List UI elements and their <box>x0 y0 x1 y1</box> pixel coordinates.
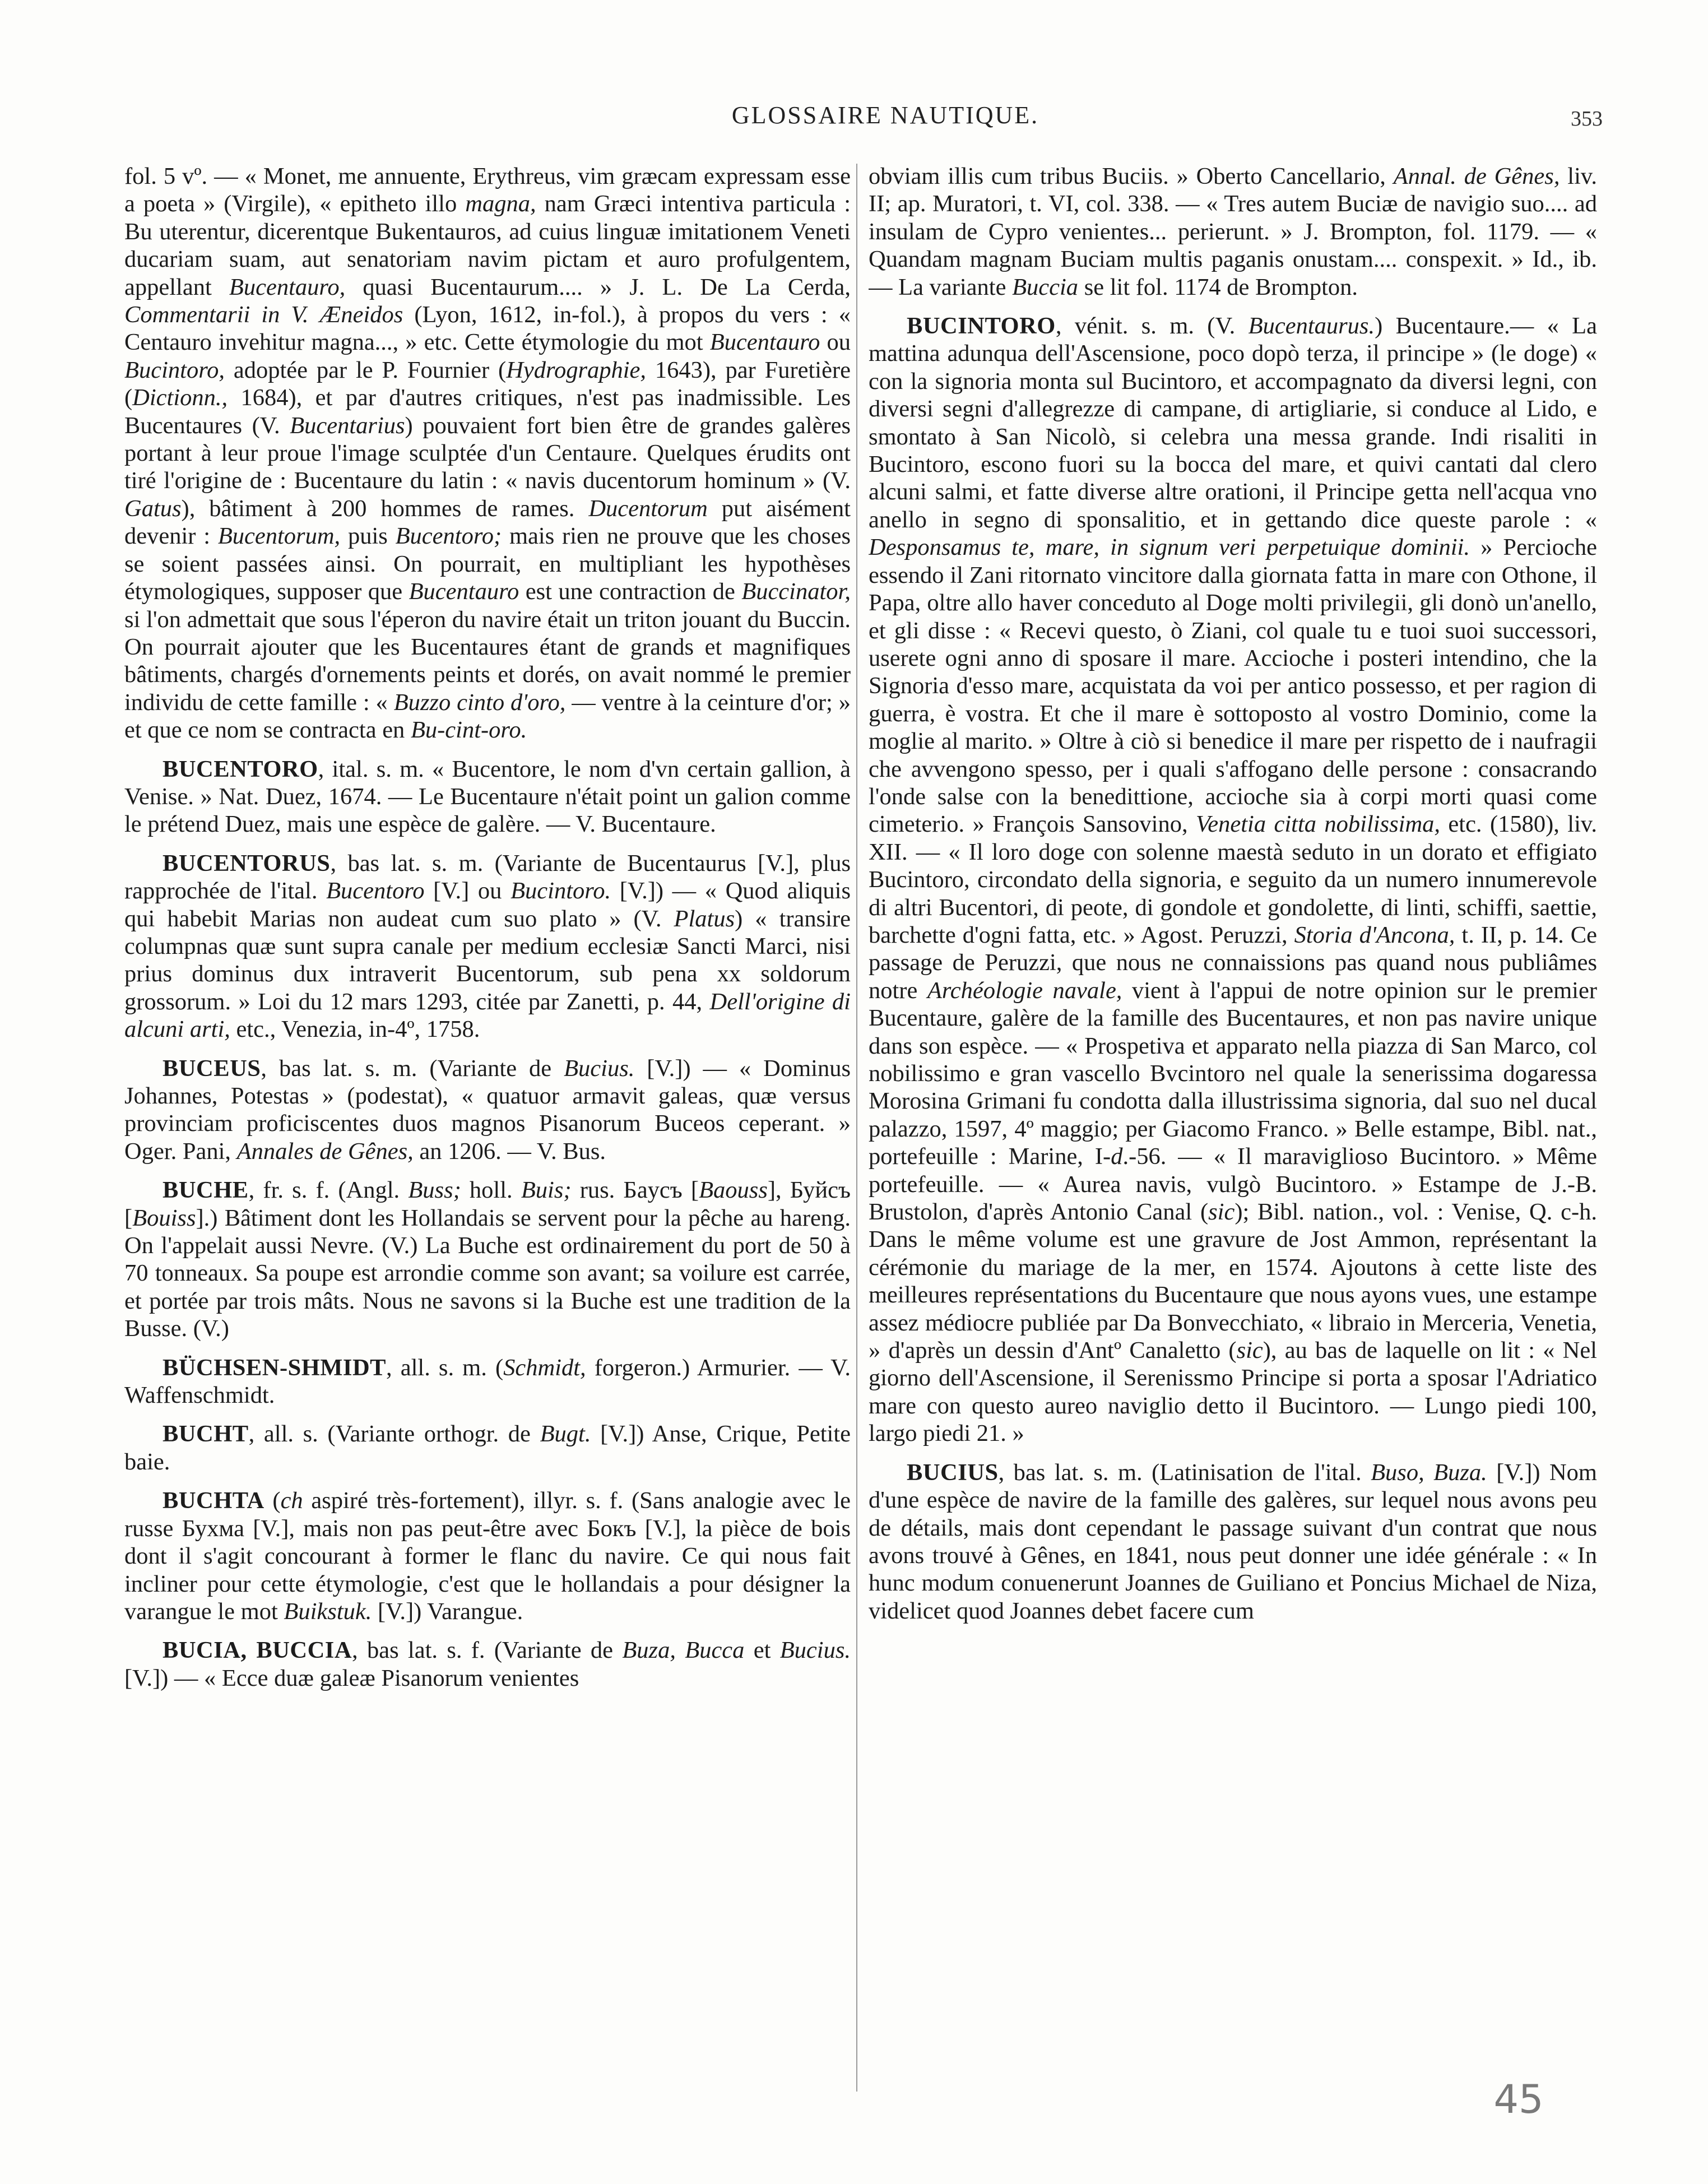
headword: BUCINTORO <box>907 313 1056 340</box>
headword: BUCIA, BUCCIA <box>163 1637 352 1664</box>
headword: BUCIUS <box>907 1459 999 1486</box>
column-rule <box>856 164 857 2092</box>
entry-buchsen-shmidt: BÜCHSEN-SHMIDT, all. s. m. (Schmidt, forgeron.) Armurier. — V. Waffenschmidt. <box>124 1354 851 1409</box>
headword: BUCEUS <box>163 1055 261 1082</box>
continued-entry-bucia: obviam illis cum tribus Buciis. » Oberto Cancellario, Annal. de Gênes, liv. II; ap. Muratori, t. VI, col. 338. — « Tres autem Buciæ de navigio suo.... ad insulam de Cypro venientes... perierunt. » J. Brompton, fol. 1179. — « Quandam magnam Buciam multis paganis onustam.... conspexit. » Id., ib. — La variante Buccia se lit fol. 1174 de Brompton. <box>869 163 1597 300</box>
page-number: 353 <box>1571 107 1603 131</box>
entry-buchta: BUCHTA (ch aspiré très-fortement), illyr. s. f. (Sans analogie avec le russe Бухма [V.], mais non pas peut-être avec Бокъ [V.], la pièce de bois dont il s'agit concourant à former le flanc du navire. Ce qui nous fait incliner pour cette étymologie, c'est que le hollandais a pour désigner la varangue le mot Buikstuk. [V.]) Varangue. <box>124 1487 851 1625</box>
entry-bucentoro: BUCENTORO, ital. s. m. « Bucentore, le nom d'vn certain gallion, à Venise. » Nat. Duez, 1674. — Le Bucentaure n'était point un galion comme le prétend Duez, mais une espèce de galère. — V. Bucentaure. <box>124 755 851 838</box>
entry-bucentorus: BUCENTORUS, bas lat. s. m. (Variante de Bucentaurus [V.], plus rapprochée de l'ital. Bucentoro [V.] ou Bucintoro. [V.]) — « Quod aliquis qui habebit Marias non audeat cum suo plato » (V. Platus) « transire columpnas quæ sunt supra canale per medium ecclesiæ Sancti Marci, nisi prius dominus dux intraverit Bucentorum, sub pena xx soldorum grossorum. » Loi du 12 mars 1293, citée par Zanetti, p. 44, Dell'origine di alcuni arti, etc., Venezia, in-4º, 1758. <box>124 850 851 1043</box>
headword: BUCENTORUS <box>163 850 331 877</box>
entry-bucius: BUCIUS, bas lat. s. m. (Latinisation de l'ital. Buso, Buza. [V.]) Nom d'une espèce de navire de la famille des galères, sur lequel nous avons peu de détails, mais dont cependant le passage suivant d'un contrat que nous avons trouvé à Gênes, en 1841, nous peut donner une idée générale : « In hunc modum conuenerunt Joannes de Guiliano et Poncius Michael de Niza, videlicet quod Joannes debet facere cum <box>869 1459 1597 1624</box>
running-header-title: GLOSSAIRE NAUTIQUE. <box>731 101 1039 129</box>
entry-buche: BUCHE, fr. s. f. (Angl. Buss; holl. Buis; rus. Бaycъ [Baouss], Буйсъ [Bouiss].) Bâtiment dont les Hollandais se servent pour la pêche au hareng. On l'appelait aussi Nevre. (V.) La Buche est ordinairement du port de 50 à 70 tonneaux. Sa poupe est arrondie comme son avant; sa voilure est carrée, et portée par trois mâts. Nous ne savons si la Buche est une tradition de la Busse. (V.) <box>124 1177 851 1342</box>
headword: BUCHE <box>163 1177 249 1204</box>
headword: BUCHT <box>163 1421 249 1448</box>
entry-bucht: BUCHT, all. s. (Variante orthogr. de Bugt. [V.]) Anse, Crique, Petite baie. <box>124 1421 851 1475</box>
entry-bucintoro: BUCINTORO, vénit. s. m. (V. Bucentaurus.) Bucentaure.— « La mattina adunqua dell'Ascensione, poco dopò terza, il principe » (le doge) « con la signoria monta sul Bucintoro, et accompagnato da diversi legni, con diversi segni d'allegrezze di campane, di artigliarie, si conduce al Lido, e smontato à San Nicolò, si celebra una messa grande. Indi risaliti in Bucintoro, escono fuori su la bocca del mare, et quivi cantati dal clero alcuni salmi, et fatte diverse altre orationi, il Principe getta nell'acqua vno anello in segno di sponsalitio, et in gettando dice queste parole : « Desponsamus te, mare, in signum veri perpetuique dominii. » Percioche essendo il Zani ritornato vincitore dalla giornata fatta in mare con Othone, il Papa, oltre allo haver conceduto al Doge molti privilegii, gli donò un'anello, et gli disse : « Recevi questo, ò Ziani, col quale tu e tuoi suoi successori, userete ogni anno di sposare il mare. Accioche i posteri intendino, che la Signoria d'esso mare, acquistata da voi per antico possesso, et per ragion di guerra, è vostra. Et che il mare è sottoposto al vostro Dominio, come la moglie al marito. » Oltre à ciò si benedice il mare per rispetto de i naufragii che avvengono spesso, per i quali s'affogano delle persone : consacrando l'onde salse con la benedittione, accioche sia à corpi morti quasi come cimeterio. » François Sansovino, Venetia citta nobilissima, etc. (1580), liv. XII. — « Il loro doge con solenne maestà seduto in un dorato et effigiato Bucintoro, circondato della signoria, e seguito da un numero innumerevole di altri Bucentori, di peote, di gondole et gondolette, di linti, schiffi, saettie, barchette d'ogni fatta, etc. » Agost. Peruzzi, Storia d'Ancona, t. II, p. 14. Ce passage de Peruzzi, que nous ne connaissions pas quand nous publiâmes notre Archéologie navale, vient à l'appui de notre opinion sur le premier Bucentaure, galère de la famille des Bucentaures, et non pas navire unique dans son espèce. — « Prospetiva et apparato nella piazza di San Marco, col nobilissimo e gran vascello Bvcintoro nel quale la senerissima dogaressa Morosina Grimani fu condotta dalla illustrissima signoria, dal suo nel ducal palazzo, 1597, 4º maggio; per Giacomo Franco. » Belle estampe, Bibl. nat., portefeuille : Marine, I-d.-56. — « Il maraviglioso Bucintoro. » Même portefeuille. — « Aurea navis, vulgò Bucintoro. » Estampe de J.-B. Brustolon, d'après Antonio Canal (sic); Bibl. nation., vol. : Venise, Q. c-h. Dans le même volume est une gravure de Jost Ammon, représentant la cérémonie du mariage de la mer, en 1574. Ajoutons à cette liste des meilleures représentations du Bucentaure que nous ayons vues, une estampe assez médiocre publiée par Da Bonvecchiato, « libraio in Merceria, Venetia, » d'après un dessin d'Antº Canaletto (sic), au bas de laquelle on lit : « Nel giorno dell'Ascensione, il Serenissmo Principe si porta a sposar l'Adriatico mare con questo aureo naviglio detto il Bucintoro. — Lungo piedi 100, largo piedi 21. » <box>869 313 1597 1447</box>
left-column <box>124 163 851 2090</box>
headword: BUCENTORO <box>163 755 318 782</box>
headword: BÜCHSEN-SHMIDT <box>163 1354 387 1381</box>
right-column <box>869 163 1597 2090</box>
headword: BUCHTA <box>163 1487 264 1514</box>
continued-entry-bucentaure: fol. 5 vº. — « Monet, me annuente, Erythreus, vim græcam expressam esse a poeta » (Virgile), « epitheto illo magna, nam Græci intentiva particula : Bu uterentur, dicerentque Bukentauros, ad cuius linguæ imitationem Veneti ducariam suam, aut senatoriam navim pictam et auro profulgentem, appellant Bucentauro, quasi Bucentaurum.... » J. L. De La Cerda, Commentarii in V. Æneidos (Lyon, 1612, in-fol.), à propos du vers : « Centauro invehitur magna..., » etc. Cette étymologie du mot Bucentauro ou Bucintoro, adoptée par le P. Fournier (Hydrographie, 1643), par Furetière (Dictionn., 1684), et par d'autres critiques, n'est pas inadmissible. Les Bucentaures (V. Bucentarius) pouvaient fort bien être de grandes galères portant à leur proue l'image sculptée d'un Centaure. Quelques érudits ont tiré l'origine de : Bucentaure du latin : « navis ducentorum hominum » (V. Gatus), bâtiment à 200 hommes de rames. Ducentorum put aisément devenir : Bucentorum, puis Bucentoro; mais rien ne prouve que les choses se soient passées ainsi. On pourrait, en multipliant les hypothèses étymologiques, supposer que Bucentauro est une contraction de Buccinator, si l'on admettait que sous l'éperon du navire était un triton jouant du Buccin. On pourrait ajouter que les Bucentaures étant de grands et magnifiques bâtiments, chargés d'ornements peints et dorés, on avait nommé le premier individu de cette famille : « Buzzo cinto d'oro, — ventre à la ceinture d'or; » et que ce nom se contracta en Bu-cint-oro. <box>124 163 851 744</box>
signature-mark: 45 <box>1493 2076 1544 2122</box>
entry-buceus: BUCEUS, bas lat. s. m. (Variante de Bucius. [V.]) — « Dominus Johannes, Potestas » (podestat), « quatuor armavit galeas, quæ versus provinciam proficiscentes duos magnos Pisanorum Buceos ceperant. » Oger. Pani, Annales de Gênes, an 1206. — V. Bus. <box>124 1055 851 1165</box>
entry-bucia: BUCIA, BUCCIA, bas lat. s. f. (Variante de Buza, Bucca et Bucius. [V.]) — « Ecce duæ galeæ Pisanorum venientes <box>124 1637 851 1691</box>
